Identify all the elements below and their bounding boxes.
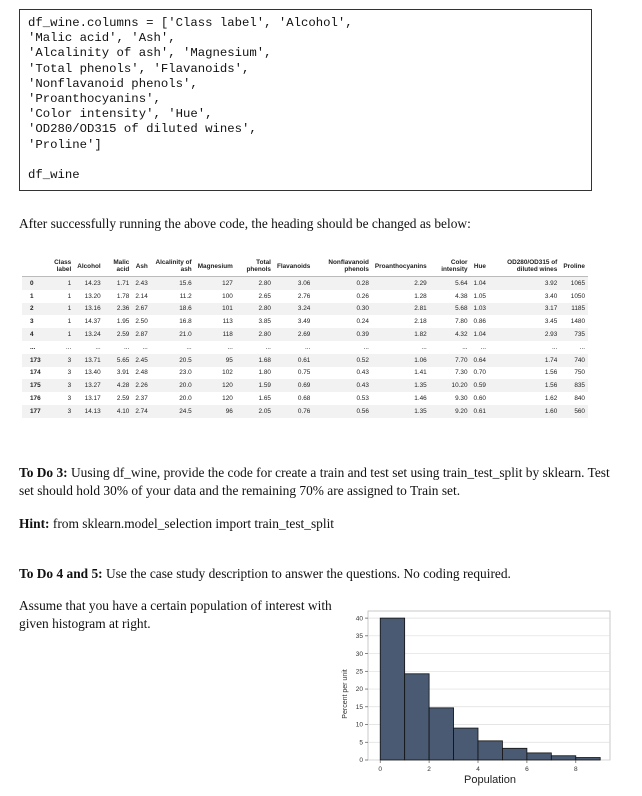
- column-header: Total phenols: [236, 256, 274, 277]
- column-header: Proanthocyanins: [372, 256, 430, 277]
- table-cell: 4.10: [104, 405, 133, 418]
- row-index: 0: [22, 277, 44, 290]
- table-cell: 7.70: [430, 354, 471, 367]
- table-cell: 4.32: [430, 328, 471, 341]
- y-tick-label: 5: [359, 739, 363, 747]
- row-index: 174: [30, 369, 41, 377]
- table-cell: 3: [44, 405, 75, 418]
- column-header: Magnesium: [195, 256, 236, 277]
- table-cell: 15.6: [151, 277, 195, 290]
- table-cell: 1.46: [414, 395, 427, 403]
- table-cell: 120: [222, 395, 233, 403]
- column-header: Class label: [44, 256, 75, 277]
- table-cell: 0.43: [313, 379, 372, 392]
- table-cell: 1065: [560, 277, 588, 290]
- table-cell: 13.40: [84, 369, 101, 377]
- code-line: 'Nonflavanoid phenols',: [28, 76, 198, 91]
- table-cell: 100: [222, 292, 233, 300]
- table-cell: 3.85: [258, 318, 271, 326]
- table-cell: 13.16: [74, 303, 103, 316]
- table-cell: 2.76: [297, 292, 311, 300]
- table-cell: 1050: [570, 292, 585, 300]
- table-cell: 1: [44, 277, 75, 290]
- table-cell: 4.28: [104, 379, 133, 392]
- table-cell: 5.68: [430, 303, 471, 316]
- row-index: 4: [22, 328, 44, 341]
- code-line: 'Malic acid', 'Ash',: [28, 31, 176, 46]
- column-header: Nonflavanoid phenols: [313, 256, 372, 277]
- y-tick-label: 0: [359, 757, 363, 765]
- table-cell: 0.39: [313, 328, 372, 341]
- table-cell: 120: [195, 379, 236, 392]
- table-cell: 13.17: [84, 395, 101, 403]
- x-tick-label: 0: [378, 766, 383, 773]
- table-cell: 102: [222, 369, 233, 377]
- table-cell: 20.0: [179, 395, 192, 403]
- column-header: Alcalinity of ash: [151, 256, 195, 277]
- code-line: 'Alcalinity of ash', 'Magnesium',: [28, 46, 272, 61]
- table-cell: 3.49: [297, 318, 311, 326]
- table-cell: 1: [44, 303, 75, 316]
- table-cell: 23.0: [179, 369, 192, 377]
- table-cell: ...: [462, 343, 468, 351]
- table-cell: 7.80: [455, 318, 468, 326]
- code-line: df_wine: [28, 167, 80, 182]
- column-header: Flavanoids: [274, 256, 313, 277]
- histogram-bar: [380, 618, 404, 760]
- table-cell: ...: [551, 343, 558, 351]
- table-cell: 127: [195, 277, 236, 290]
- table-cell: ...: [142, 343, 148, 351]
- table-cell: 7.30: [455, 369, 468, 377]
- table-cell: 3.91: [116, 369, 130, 377]
- y-tick-label: 20: [355, 686, 363, 694]
- table-cell: 1.04: [471, 277, 489, 290]
- table-cell: 0.69: [274, 379, 313, 392]
- histogram-bar: [478, 741, 502, 760]
- table-cell: 0.52: [313, 354, 372, 367]
- table-cell: ...: [579, 343, 585, 351]
- x-tick-label: 6: [525, 766, 529, 773]
- todo45-label: To Do 4 and 5:: [19, 566, 103, 581]
- table-cell: 20.5: [151, 354, 195, 367]
- table-cell: 835: [560, 379, 588, 392]
- table-cell: 0.24: [356, 318, 369, 326]
- table-cell: 9.30: [455, 395, 468, 403]
- todo45-paragraph: [19, 565, 619, 583]
- x-tick-label: 4: [476, 766, 480, 773]
- table-row: [22, 392, 588, 405]
- table-cell: 2.37: [135, 395, 148, 403]
- table-cell: 3.45: [544, 318, 558, 326]
- table-cell: 10.20: [430, 379, 471, 392]
- table-cell: 2.74: [132, 405, 150, 418]
- table-cell: 1.68: [236, 354, 274, 367]
- table-cell: 9.20: [430, 405, 471, 418]
- table-cell: ...: [124, 343, 130, 351]
- histogram-bar: [502, 748, 526, 760]
- table-cell: 2.67: [132, 303, 150, 316]
- table-cell: 13.24: [74, 328, 103, 341]
- y-tick-label: 25: [355, 668, 363, 676]
- table-cell: ...: [186, 343, 192, 351]
- column-header: Proline: [560, 256, 588, 277]
- todo3-label: To Do 3:: [19, 465, 68, 480]
- table-cell: 3: [67, 369, 72, 377]
- table-cell: ...: [363, 343, 369, 351]
- table-cell: 3: [44, 354, 75, 367]
- population-histogram: [330, 605, 620, 790]
- table-cell: 1.35: [372, 405, 430, 418]
- table-cell: 0.70: [473, 369, 486, 377]
- hint-paragraph: [19, 515, 619, 533]
- histogram-bar: [454, 728, 478, 760]
- table-cell: 0.75: [297, 369, 311, 377]
- table-cell: 840: [574, 395, 585, 403]
- todo3-text: Uusing df_wine, provide the code for create a train and test set using train_test_split by sklearn. Test set should hold 30% of your data and the remaining 70% are assigned to Train set.: [19, 465, 610, 498]
- table-cell: 3.24: [274, 303, 313, 316]
- table-cell: 0.64: [471, 354, 489, 367]
- table-cell: ...: [421, 343, 427, 351]
- table-cell: 1.03: [471, 303, 489, 316]
- table-cell: 24.5: [151, 405, 195, 418]
- x-axis-label: Population: [464, 774, 516, 786]
- table-row: [22, 405, 588, 418]
- table-row: [22, 341, 588, 354]
- table-cell: 11.2: [179, 292, 192, 300]
- table-cell: 3.17: [489, 303, 560, 316]
- table-cell: 96: [195, 405, 236, 418]
- table-cell: 0.76: [274, 405, 313, 418]
- todo45-text: Use the case study description to answer the questions. No coding required.: [102, 566, 511, 581]
- row-index: 175: [22, 379, 44, 392]
- table-row: [22, 354, 588, 367]
- histogram-bar: [551, 756, 575, 760]
- table-cell: 0.56: [313, 405, 372, 418]
- table-row: [22, 303, 588, 316]
- table-cell: 1.05: [473, 292, 486, 300]
- table-cell: 2.50: [135, 318, 148, 326]
- table-cell: 0.68: [297, 395, 311, 403]
- y-tick-label: 40: [355, 615, 363, 623]
- row-index: ...: [30, 343, 36, 351]
- table-cell: 2.43: [132, 277, 150, 290]
- code-line: 'OD280/OD315 of diluted wines',: [28, 122, 257, 137]
- table-cell: 1.56: [489, 379, 560, 392]
- todo3-paragraph: [19, 464, 621, 500]
- table-cell: 3.06: [274, 277, 313, 290]
- table-cell: 118: [195, 328, 236, 341]
- table-row: [22, 315, 588, 328]
- table-cell: ...: [95, 343, 101, 351]
- table-cell: 735: [560, 328, 588, 341]
- column-header: Alcohol: [74, 256, 103, 277]
- table-cell: 16.8: [179, 318, 192, 326]
- table-cell: 2.59: [104, 328, 133, 341]
- table-cell: 18.6: [151, 303, 195, 316]
- table-cell: 5.65: [104, 354, 133, 367]
- table-cell: 13.20: [84, 292, 101, 300]
- table-cell: 14.23: [74, 277, 103, 290]
- table-row: [22, 277, 588, 290]
- hint-text: from sklearn.model_selection import train_test_split: [49, 516, 335, 531]
- table-cell: 2.05: [236, 405, 274, 418]
- index-header: [22, 256, 44, 277]
- table-cell: 13.71: [74, 354, 103, 367]
- table-cell: 750: [574, 369, 585, 377]
- table-cell: 3: [44, 379, 75, 392]
- table-cell: 3.92: [489, 277, 560, 290]
- row-index: 3: [30, 318, 34, 326]
- table-cell: 0.61: [274, 354, 313, 367]
- table-cell: 1.62: [544, 395, 558, 403]
- code-line: 'Proanthocyanins',: [28, 91, 161, 106]
- y-tick-label: 35: [355, 633, 363, 641]
- table-cell: 2.59: [116, 395, 130, 403]
- table-cell: 5.64: [430, 277, 471, 290]
- table-cell: 1.74: [489, 354, 560, 367]
- code-line: 'Color intensity', 'Hue',: [28, 107, 213, 122]
- table-cell: 14.37: [84, 318, 101, 326]
- table-cell: 0.43: [356, 369, 369, 377]
- table-cell: 0.30: [313, 303, 372, 316]
- table-cell: ...: [65, 343, 72, 351]
- column-header: OD280/OD315 of diluted wines: [489, 256, 560, 277]
- table-cell: 2.26: [132, 379, 150, 392]
- table-cell: 1.82: [372, 328, 430, 341]
- table-cell: 1.56: [544, 369, 558, 377]
- table-cell: 0.86: [473, 318, 486, 326]
- y-tick-label: 30: [355, 650, 363, 658]
- table-cell: 2.14: [135, 292, 148, 300]
- intro-paragraph: After successfully running the above code, the heading should be changed as below:: [19, 216, 471, 231]
- row-index: 173: [22, 354, 44, 367]
- table-cell: 4.38: [455, 292, 468, 300]
- row-index: 177: [22, 405, 44, 418]
- row-index: 176: [30, 395, 41, 403]
- table-cell: 21.0: [151, 328, 195, 341]
- table-cell: 2.36: [104, 303, 133, 316]
- table-cell: 1: [44, 328, 75, 341]
- code-line: 'Total phenols', 'Flavanoids',: [28, 61, 250, 76]
- table-cell: ...: [480, 343, 486, 351]
- code-block: [19, 9, 592, 191]
- table-cell: 2.80: [236, 328, 274, 341]
- table-cell: 1.35: [372, 379, 430, 392]
- histogram-bar: [527, 753, 551, 760]
- wine-dataframe-table: [22, 256, 588, 418]
- row-index: 1: [30, 292, 34, 300]
- table-cell: 3.40: [544, 292, 558, 300]
- table-cell: 113: [222, 318, 233, 326]
- table-cell: 2.29: [372, 277, 430, 290]
- table-cell: 2.45: [132, 354, 150, 367]
- table-cell: 0.59: [471, 379, 489, 392]
- table-cell: 2.18: [414, 318, 427, 326]
- column-header: Ash: [132, 256, 150, 277]
- y-tick-label: 15: [355, 703, 363, 711]
- table-cell: 740: [560, 354, 588, 367]
- table-cell: 560: [560, 405, 588, 418]
- table-cell: 14.13: [74, 405, 103, 418]
- table-cell: 1.04: [471, 328, 489, 341]
- table-cell: 1.60: [489, 405, 560, 418]
- assume-paragraph: Assume that you have a certain population of interest with given histogram at right.: [19, 598, 332, 631]
- table-cell: 2.69: [274, 328, 313, 341]
- column-header: Malic acid: [104, 256, 133, 277]
- table-cell: 1.71: [104, 277, 133, 290]
- table-cell: 1: [67, 292, 72, 300]
- table-cell: 1.41: [414, 369, 427, 377]
- table-cell: 2.48: [135, 369, 148, 377]
- table-header-row: [22, 256, 588, 277]
- table-cell: 1.65: [258, 395, 271, 403]
- table-cell: 2.81: [372, 303, 430, 316]
- table-cell: 1185: [560, 303, 588, 316]
- table-cell: 13.27: [74, 379, 103, 392]
- table-cell: 2.87: [132, 328, 150, 341]
- table-cell: 1.95: [116, 318, 130, 326]
- code-line: df_wine.columns = ['Class label', 'Alcohol',: [28, 16, 353, 30]
- table-cell: 2.80: [236, 303, 274, 316]
- table-cell: ...: [305, 343, 311, 351]
- table-cell: 0.53: [356, 395, 369, 403]
- table-row: [22, 379, 588, 392]
- table-cell: ...: [227, 343, 233, 351]
- table-cell: 2.65: [258, 292, 271, 300]
- table-cell: 1: [67, 318, 72, 326]
- y-tick-label: 10: [355, 721, 363, 729]
- table-cell: 1480: [570, 318, 585, 326]
- table-cell: 1.78: [116, 292, 130, 300]
- hint-label: Hint:: [19, 516, 50, 531]
- x-tick-label: 8: [573, 766, 578, 773]
- y-axis-label: Percent per unit: [342, 669, 349, 719]
- table-row: [22, 290, 588, 303]
- column-header: Hue: [471, 256, 489, 277]
- column-header: Color intensity: [430, 256, 471, 277]
- table-cell: 20.0: [151, 379, 195, 392]
- table-cell: 0.28: [313, 277, 372, 290]
- table-row: [22, 328, 588, 341]
- table-cell: 1.28: [414, 292, 427, 300]
- table-cell: 2.80: [236, 277, 274, 290]
- x-tick-label: 2: [427, 766, 431, 773]
- histogram-bar: [429, 708, 453, 760]
- table-cell: 0.26: [356, 292, 369, 300]
- table-cell: 3: [67, 395, 72, 403]
- table-cell: 1.06: [372, 354, 430, 367]
- table-cell: 101: [195, 303, 236, 316]
- histogram-bar: [576, 758, 600, 760]
- table-cell: 1.59: [236, 379, 274, 392]
- table-cell: 95: [195, 354, 236, 367]
- row-index: 2: [22, 303, 44, 316]
- table-cell: 0.61: [471, 405, 489, 418]
- histogram-bar: [405, 674, 429, 760]
- code-line: 'Proline']: [28, 137, 102, 152]
- table-cell: 2.93: [489, 328, 560, 341]
- code-line: [28, 153, 591, 168]
- table-cell: 1.80: [258, 369, 271, 377]
- table-row: [22, 367, 588, 380]
- table-cell: ...: [265, 343, 271, 351]
- table-cell: 0.60: [473, 395, 486, 403]
